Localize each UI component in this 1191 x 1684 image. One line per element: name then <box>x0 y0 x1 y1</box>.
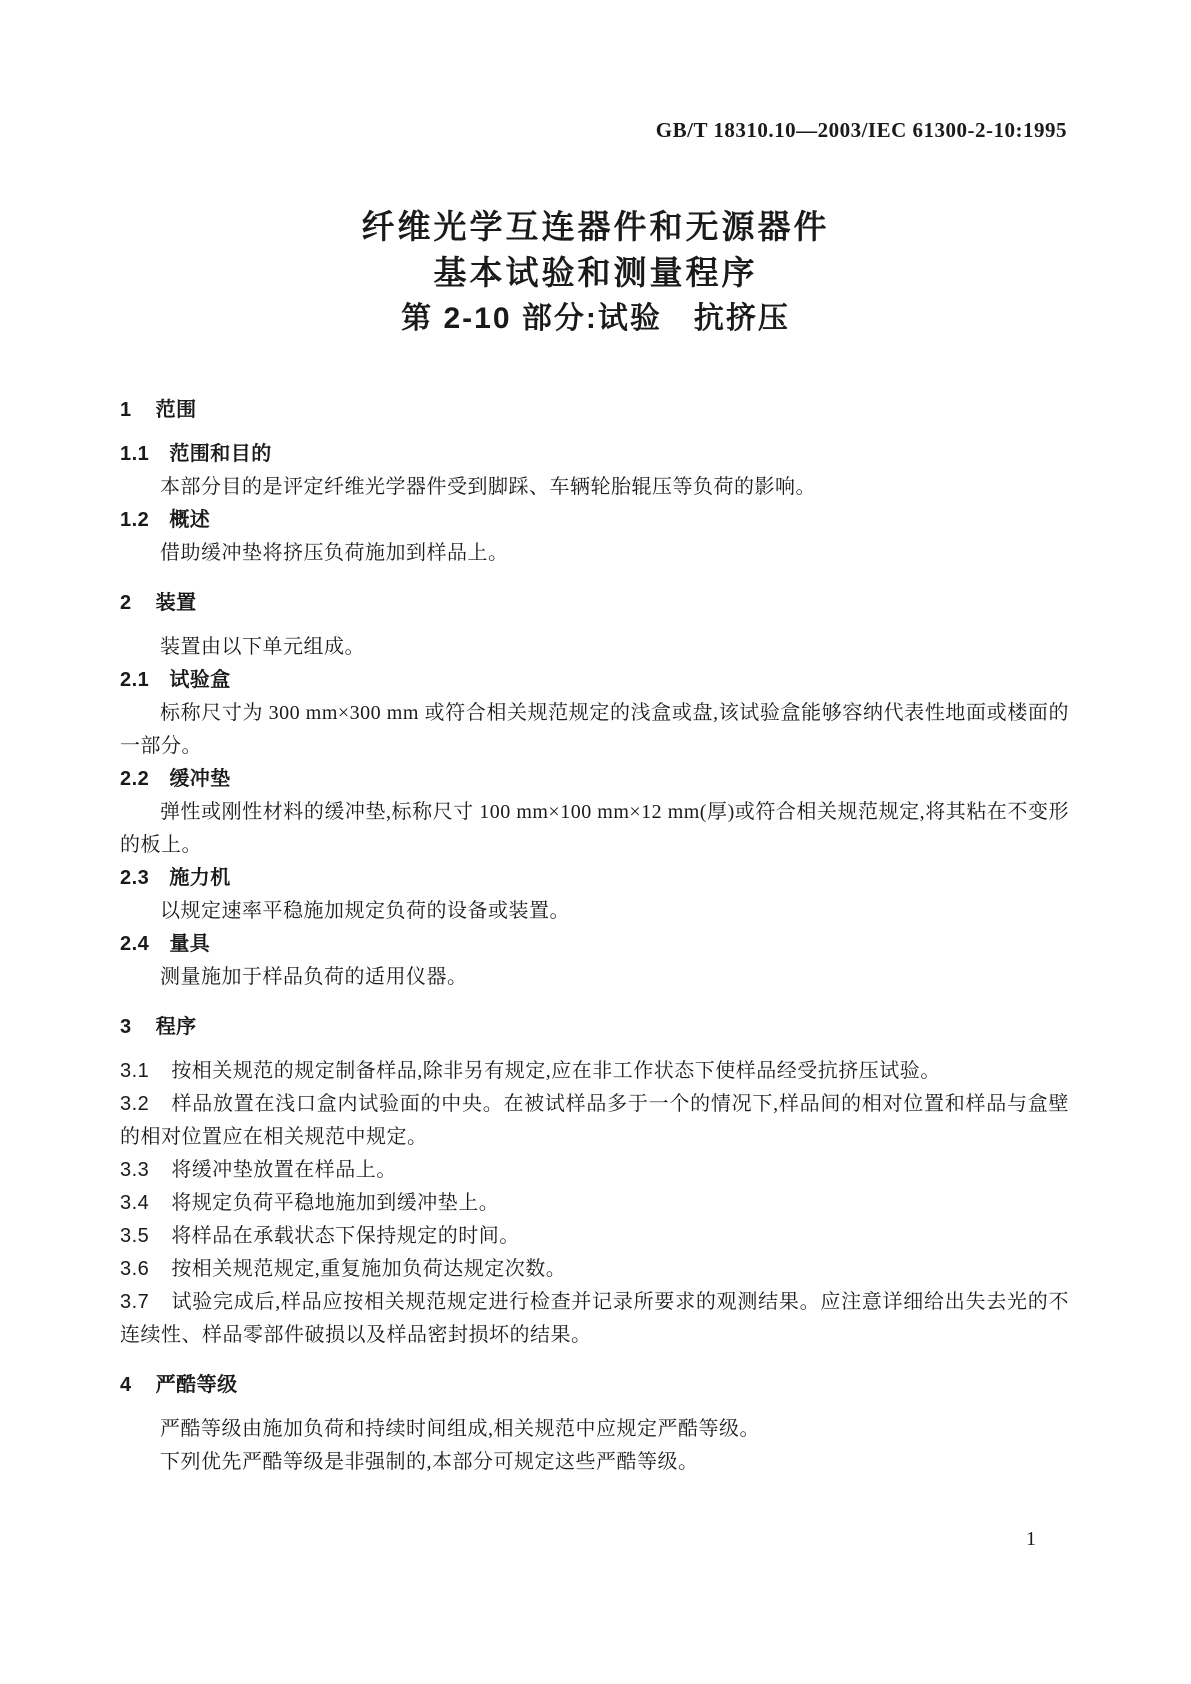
clause-text: 将规定负荷平稳地施加到缓冲垫上。 <box>171 1192 500 1214</box>
clause-text: 样品放置在浅口盒内试验面的中央。在被试样品多于一个的情况下,样品间的相对位置和样品与盒壁的相对位置应在相关规范中规定。 <box>120 1093 1069 1148</box>
clause-3-3 <box>120 1154 1069 1187</box>
standard-number-header: GB/T 18310.10—2003/IEC 61300-2-10:1995 <box>655 118 1067 142</box>
section-heading-1 <box>120 394 1069 427</box>
title-line-3: 第 2-10 部分:试验 抗挤压 <box>401 302 790 335</box>
clause-3-2 <box>120 1088 1069 1154</box>
section-number: 3 <box>120 1016 132 1038</box>
section-heading-2 <box>120 587 1069 620</box>
section-number: 1 <box>120 399 132 421</box>
subsection-number: 2.2 <box>120 768 150 790</box>
subsection-title: 施力机 <box>169 867 231 889</box>
clause-number: 3.6 <box>120 1258 150 1280</box>
clause-text: 将样品在承载状态下保持规定的时间。 <box>171 1225 520 1247</box>
subsection-title: 试验盒 <box>169 669 231 691</box>
subsection-heading-1-2 <box>120 504 1069 537</box>
subsection-heading-1-1 <box>120 438 1069 471</box>
paragraph-force-machine: 以规定速率平稳施加规定负荷的设备或装置。 <box>160 900 570 922</box>
subsection-heading-2-4 <box>120 928 1069 961</box>
clause-3-4 <box>120 1187 1069 1220</box>
subsection-title: 范围和目的 <box>169 443 272 465</box>
paragraph-severity-1: 严酷等级由施加负荷和持续时间组成,相关规范中应规定严酷等级。 <box>160 1418 760 1440</box>
clause-text: 将缓冲垫放置在样品上。 <box>171 1159 397 1181</box>
clause-number: 3.3 <box>120 1159 150 1181</box>
clause-number: 3.2 <box>120 1093 150 1115</box>
subsection-number: 2.1 <box>120 669 150 691</box>
clause-number: 3.7 <box>120 1291 150 1313</box>
subsection-title: 概述 <box>169 509 211 531</box>
section-title: 装置 <box>155 592 197 614</box>
document-title <box>0 0 1191 342</box>
clause-3-1 <box>120 1055 1069 1088</box>
clause-text: 按相关规范的规定制备样品,除非另有规定,应在非工作状态下使样品经受抗挤压试验。 <box>171 1060 941 1082</box>
paragraph-severity-2: 下列优先严酷等级是非强制的,本部分可规定这些严酷等级。 <box>160 1451 699 1473</box>
section-number: 2 <box>120 592 132 614</box>
section-title: 严酷等级 <box>155 1374 238 1396</box>
paragraph-measuring-device: 测量施加于样品负荷的适用仪器。 <box>160 966 468 988</box>
clause-number: 3.4 <box>120 1192 150 1214</box>
clause-number: 3.1 <box>120 1060 150 1082</box>
subsection-heading-2-3 <box>120 862 1069 895</box>
page-number: 1 <box>1026 1528 1036 1550</box>
subsection-heading-2-1 <box>120 664 1069 697</box>
section-number: 4 <box>120 1374 132 1396</box>
subsection-title: 缓冲垫 <box>169 768 231 790</box>
clause-3-6 <box>120 1253 1069 1286</box>
paragraph-scope-purpose: 本部分目的是评定纤维光学器件受到脚踩、车辆轮胎辊压等负荷的影响。 <box>160 476 816 498</box>
title-line-2: 基本试验和测量程序 <box>433 254 758 291</box>
paragraph-apparatus-intro: 装置由以下单元组成。 <box>160 636 365 658</box>
clause-text: 试验完成后,样品应按相关规范规定进行检查并记录所要求的观测结果。应注意详细给出失去光的不连续性、样品零部件破损以及样品密封损坏的结果。 <box>120 1291 1069 1346</box>
document-body <box>0 394 1191 1479</box>
clause-3-7 <box>120 1286 1069 1352</box>
clause-number: 3.5 <box>120 1225 150 1247</box>
title-line-1: 纤维光学互连器件和无源器件 <box>361 208 830 245</box>
section-title: 范围 <box>155 399 197 421</box>
paragraph-test-box: 标称尺寸为 300 mm×300 mm 或符合相关规范规定的浅盒或盘,该试验盒能够容纳代表性地面或楼面的一部分。 <box>120 702 1069 757</box>
subsection-heading-2-2 <box>120 763 1069 796</box>
section-title: 程序 <box>155 1016 197 1038</box>
subsection-number: 2.4 <box>120 933 150 955</box>
paragraph-buffer-pad: 弹性或刚性材料的缓冲垫,标称尺寸 100 mm×100 mm×12 mm(厚)或符合相关规范规定,将其粘在不变形的板上。 <box>120 801 1069 856</box>
subsection-number: 2.3 <box>120 867 150 889</box>
clause-3-5 <box>120 1220 1069 1253</box>
clause-text: 按相关规范规定,重复施加负荷达规定次数。 <box>171 1258 567 1280</box>
section-heading-3 <box>120 1011 1069 1044</box>
subsection-number: 1.1 <box>120 443 150 465</box>
subsection-title: 量具 <box>169 933 211 955</box>
paragraph-overview: 借助缓冲垫将挤压负荷施加到样品上。 <box>160 542 509 564</box>
section-heading-4 <box>120 1369 1069 1402</box>
subsection-number: 1.2 <box>120 509 150 531</box>
